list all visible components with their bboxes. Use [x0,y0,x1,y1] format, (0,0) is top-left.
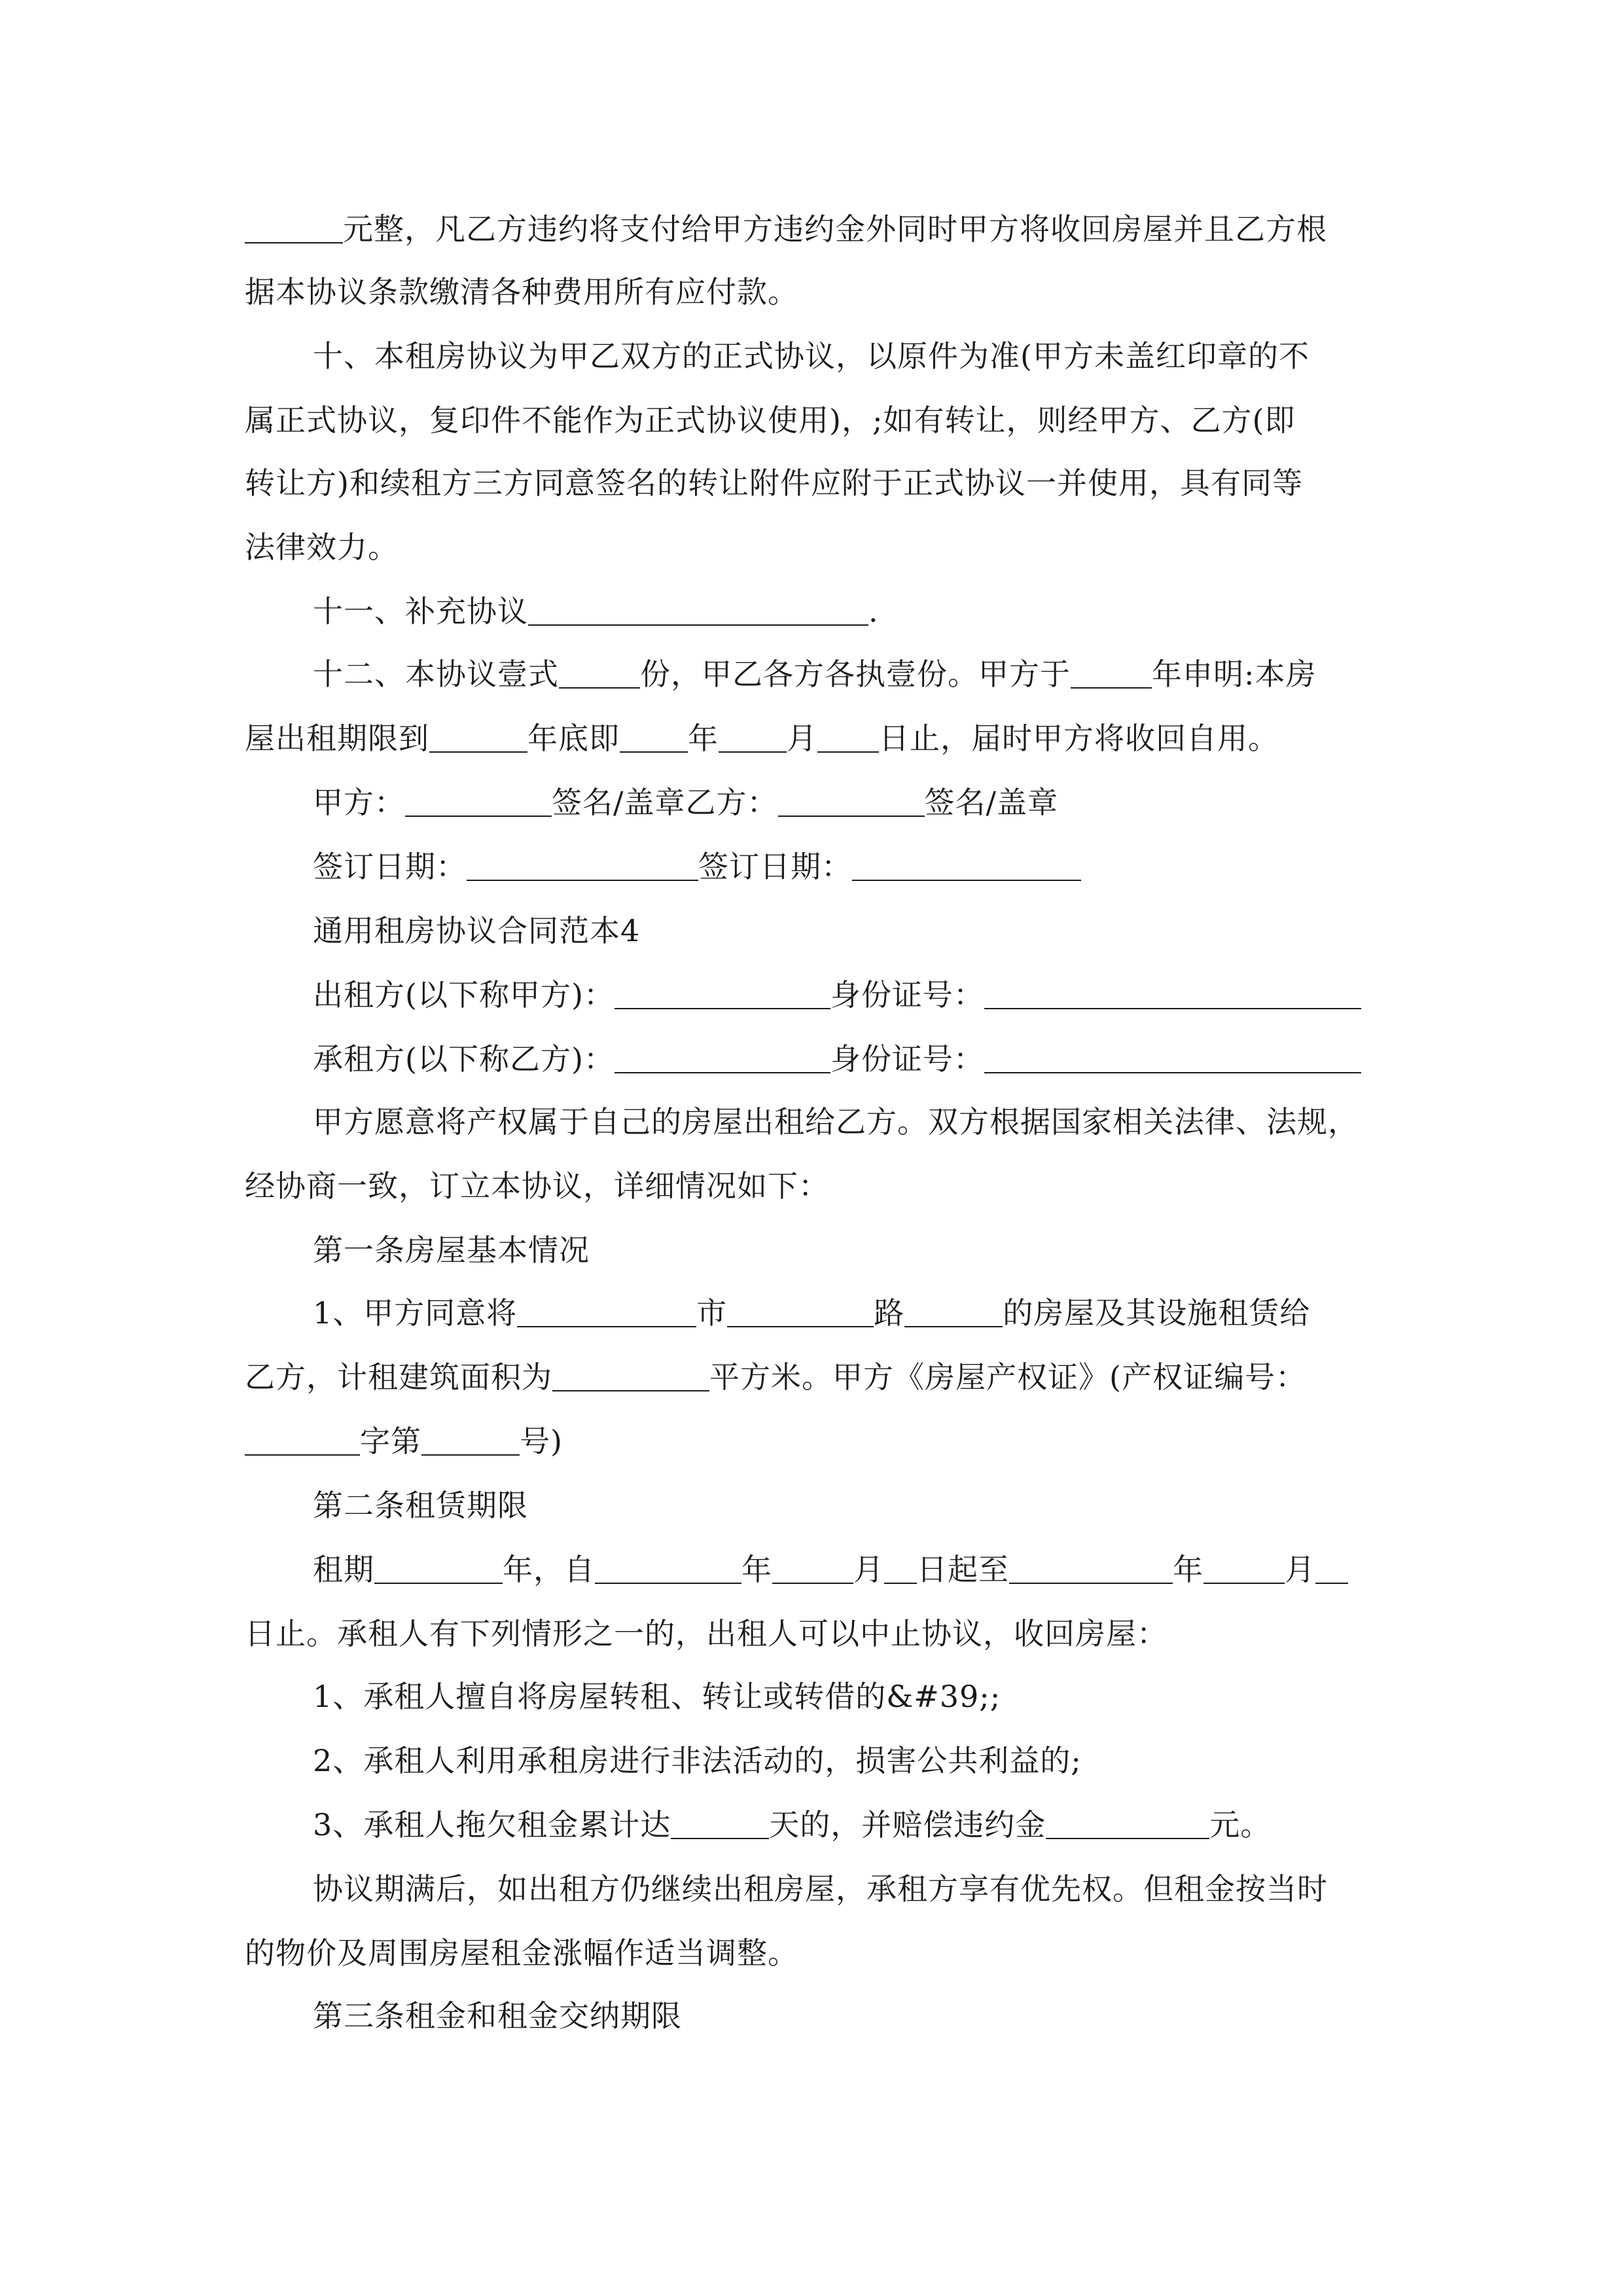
blank-line [727,1296,874,1327]
text-line [313,847,1081,886]
line-text: 出租方(以下称甲方)： [313,977,615,1013]
text-line [313,1486,528,1525]
line-text: 租期 [313,1552,374,1587]
line-text: 协议期满后，如出租方仍继续出租房屋，承租方享有优先权。但租金按当时 [313,1871,1328,1907]
line-text: 份，甲乙各方各执壹份。甲方于 [640,656,1071,692]
text-line [245,401,1295,440]
blank-line [245,212,343,243]
line-text: 据本协议条款缴清各种费用所有应付款。 [245,274,798,310]
line-text: 天的，并赔偿违约金 [769,1807,1046,1842]
line-text: 签名/盖章 [924,785,1058,820]
blank-line [671,1808,769,1839]
line-text: 月 [1285,1552,1315,1587]
line-text: 身份证号： [830,1041,984,1077]
line-text: 乙方，计租建筑面积为 [245,1359,552,1395]
blank-line [528,594,868,626]
text-line [313,975,1361,1014]
text-line [313,655,1317,694]
line-text: 1、承租人擅自将房屋转租、转让或转借的&#39;; [313,1679,1001,1714]
text-line [313,592,879,631]
line-text: 日止，届时甲方将收回自用。 [879,721,1279,756]
line-text: . [868,594,879,629]
line-text: 甲方： [313,785,405,820]
line-text: 签订日期： [313,849,467,884]
text-line [313,1102,1359,1141]
text-line [313,1677,1001,1716]
text-line [245,272,798,312]
blank-line [778,785,925,817]
line-text: 年 [688,721,719,756]
text-line [313,911,640,950]
line-text: 元整，凡乙方违约将支付给甲方违约金外同时甲方将收回房屋并且乙方根 [343,211,1327,247]
line-text: 的房屋及其设施租赁给 [1003,1295,1311,1331]
blank-line [1204,1552,1285,1584]
text-line [313,1230,590,1270]
line-text: 月 [787,721,817,756]
text-line [313,1293,1310,1333]
line-text: 转让方)和续租方三方同意签名的转让附件应附于正式协议一并使用，具有同等 [245,465,1303,501]
line-text: 1、甲方同意将 [313,1295,518,1331]
text-line [313,336,1310,376]
blank-line [559,657,640,689]
text-line [245,528,399,567]
blank-line [772,1552,853,1584]
line-text: 年 [1173,1552,1204,1587]
line-text: 年底即 [527,721,620,756]
text-line [245,719,1279,758]
line-text: 屋出租期限到 [245,721,429,756]
blank-line [552,1360,709,1391]
text-line [313,1996,682,2036]
line-text: 甲方愿意将产权属于自己的房屋出租给乙方。双方根据国家相关法律、法规， [313,1104,1359,1139]
text-line [245,1166,829,1206]
blank-line [615,1042,830,1073]
line-text: 元。 [1209,1807,1272,1842]
blank-line [984,1042,1361,1073]
line-text: 年申明:本房 [1152,656,1317,692]
text-line [245,1422,563,1461]
blank-line [904,1296,1003,1327]
line-text: 十一、补充协议 [313,594,528,629]
text-line [313,1039,1361,1079]
line-text: 平方米。甲方《房屋产权证》(产权证编号： [709,1359,1306,1395]
line-text: 年，自 [503,1552,595,1587]
line-text: 3、承租人拖欠租金累计达 [313,1807,671,1842]
blank-line [429,721,527,753]
blank-line [374,1552,503,1584]
line-text: 经协商一致，订立本协议，详细情况如下： [245,1168,829,1204]
line-text: 签名/盖章乙方： [552,785,778,820]
text-line [313,1805,1271,1844]
line-text: 法律效力。 [245,529,399,565]
text-line [313,1869,1328,1909]
line-text: 字第 [360,1424,421,1459]
blank-line [984,978,1361,1009]
text-line [245,1614,1168,1653]
line-text: 市 [696,1295,728,1331]
blank-line [1071,657,1152,689]
line-text: 日止。承租人有下列情形之一的，出租人可以中止协议，收回房屋： [245,1616,1168,1651]
blank-line [884,1552,917,1584]
line-text: 号) [520,1424,563,1459]
blank-line [245,1424,360,1456]
line-text: 签订日期： [698,849,852,884]
text-line [313,783,1058,822]
line-text: 第二条租赁期限 [313,1488,528,1523]
line-text: 通用租房协议合同范本4 [313,913,641,948]
line-text: 身份证号： [830,977,984,1013]
line-text: 2、承租人利用承租房进行非法活动的，损害公共利益的; [313,1743,1082,1778]
line-text: 十二、本协议壹式 [313,656,559,692]
text-line [313,1550,1348,1589]
line-text: 承租方(以下称乙方)： [313,1041,615,1077]
blank-line [405,785,552,817]
blank-line [1046,1808,1209,1839]
text-line [245,1357,1306,1397]
blank-line [595,1552,741,1584]
blank-line [421,1424,520,1456]
blank-line [620,721,688,753]
line-text: 第一条房屋基本情况 [313,1232,590,1268]
text-line [245,209,1327,249]
line-text: 的物价及周围房屋租金涨幅作适当调整。 [245,1935,798,1971]
blank-line [467,850,698,881]
line-text: 日起至 [917,1552,1009,1587]
blank-line [817,721,879,753]
line-text: 第三条租金和租金交纳期限 [313,1998,682,2034]
blank-line [615,978,830,1009]
line-text: 属正式协议，复印件不能作为正式协议使用)，;如有转让，则经甲方、乙方(即 [245,403,1296,438]
line-text: 月 [853,1552,884,1587]
text-line [245,1933,798,1973]
blank-line [517,1296,696,1327]
blank-line [852,850,1081,881]
blank-line [1009,1552,1173,1584]
blank-line [719,721,787,753]
text-line [245,463,1303,503]
text-line [313,1741,1082,1780]
line-text: 十、本租房协议为甲乙双方的正式协议，以原件为准(甲方未盖红印章的不 [313,338,1310,374]
blank-line [1315,1552,1348,1584]
line-text: 路 [874,1295,905,1331]
line-text: 年 [741,1552,772,1587]
